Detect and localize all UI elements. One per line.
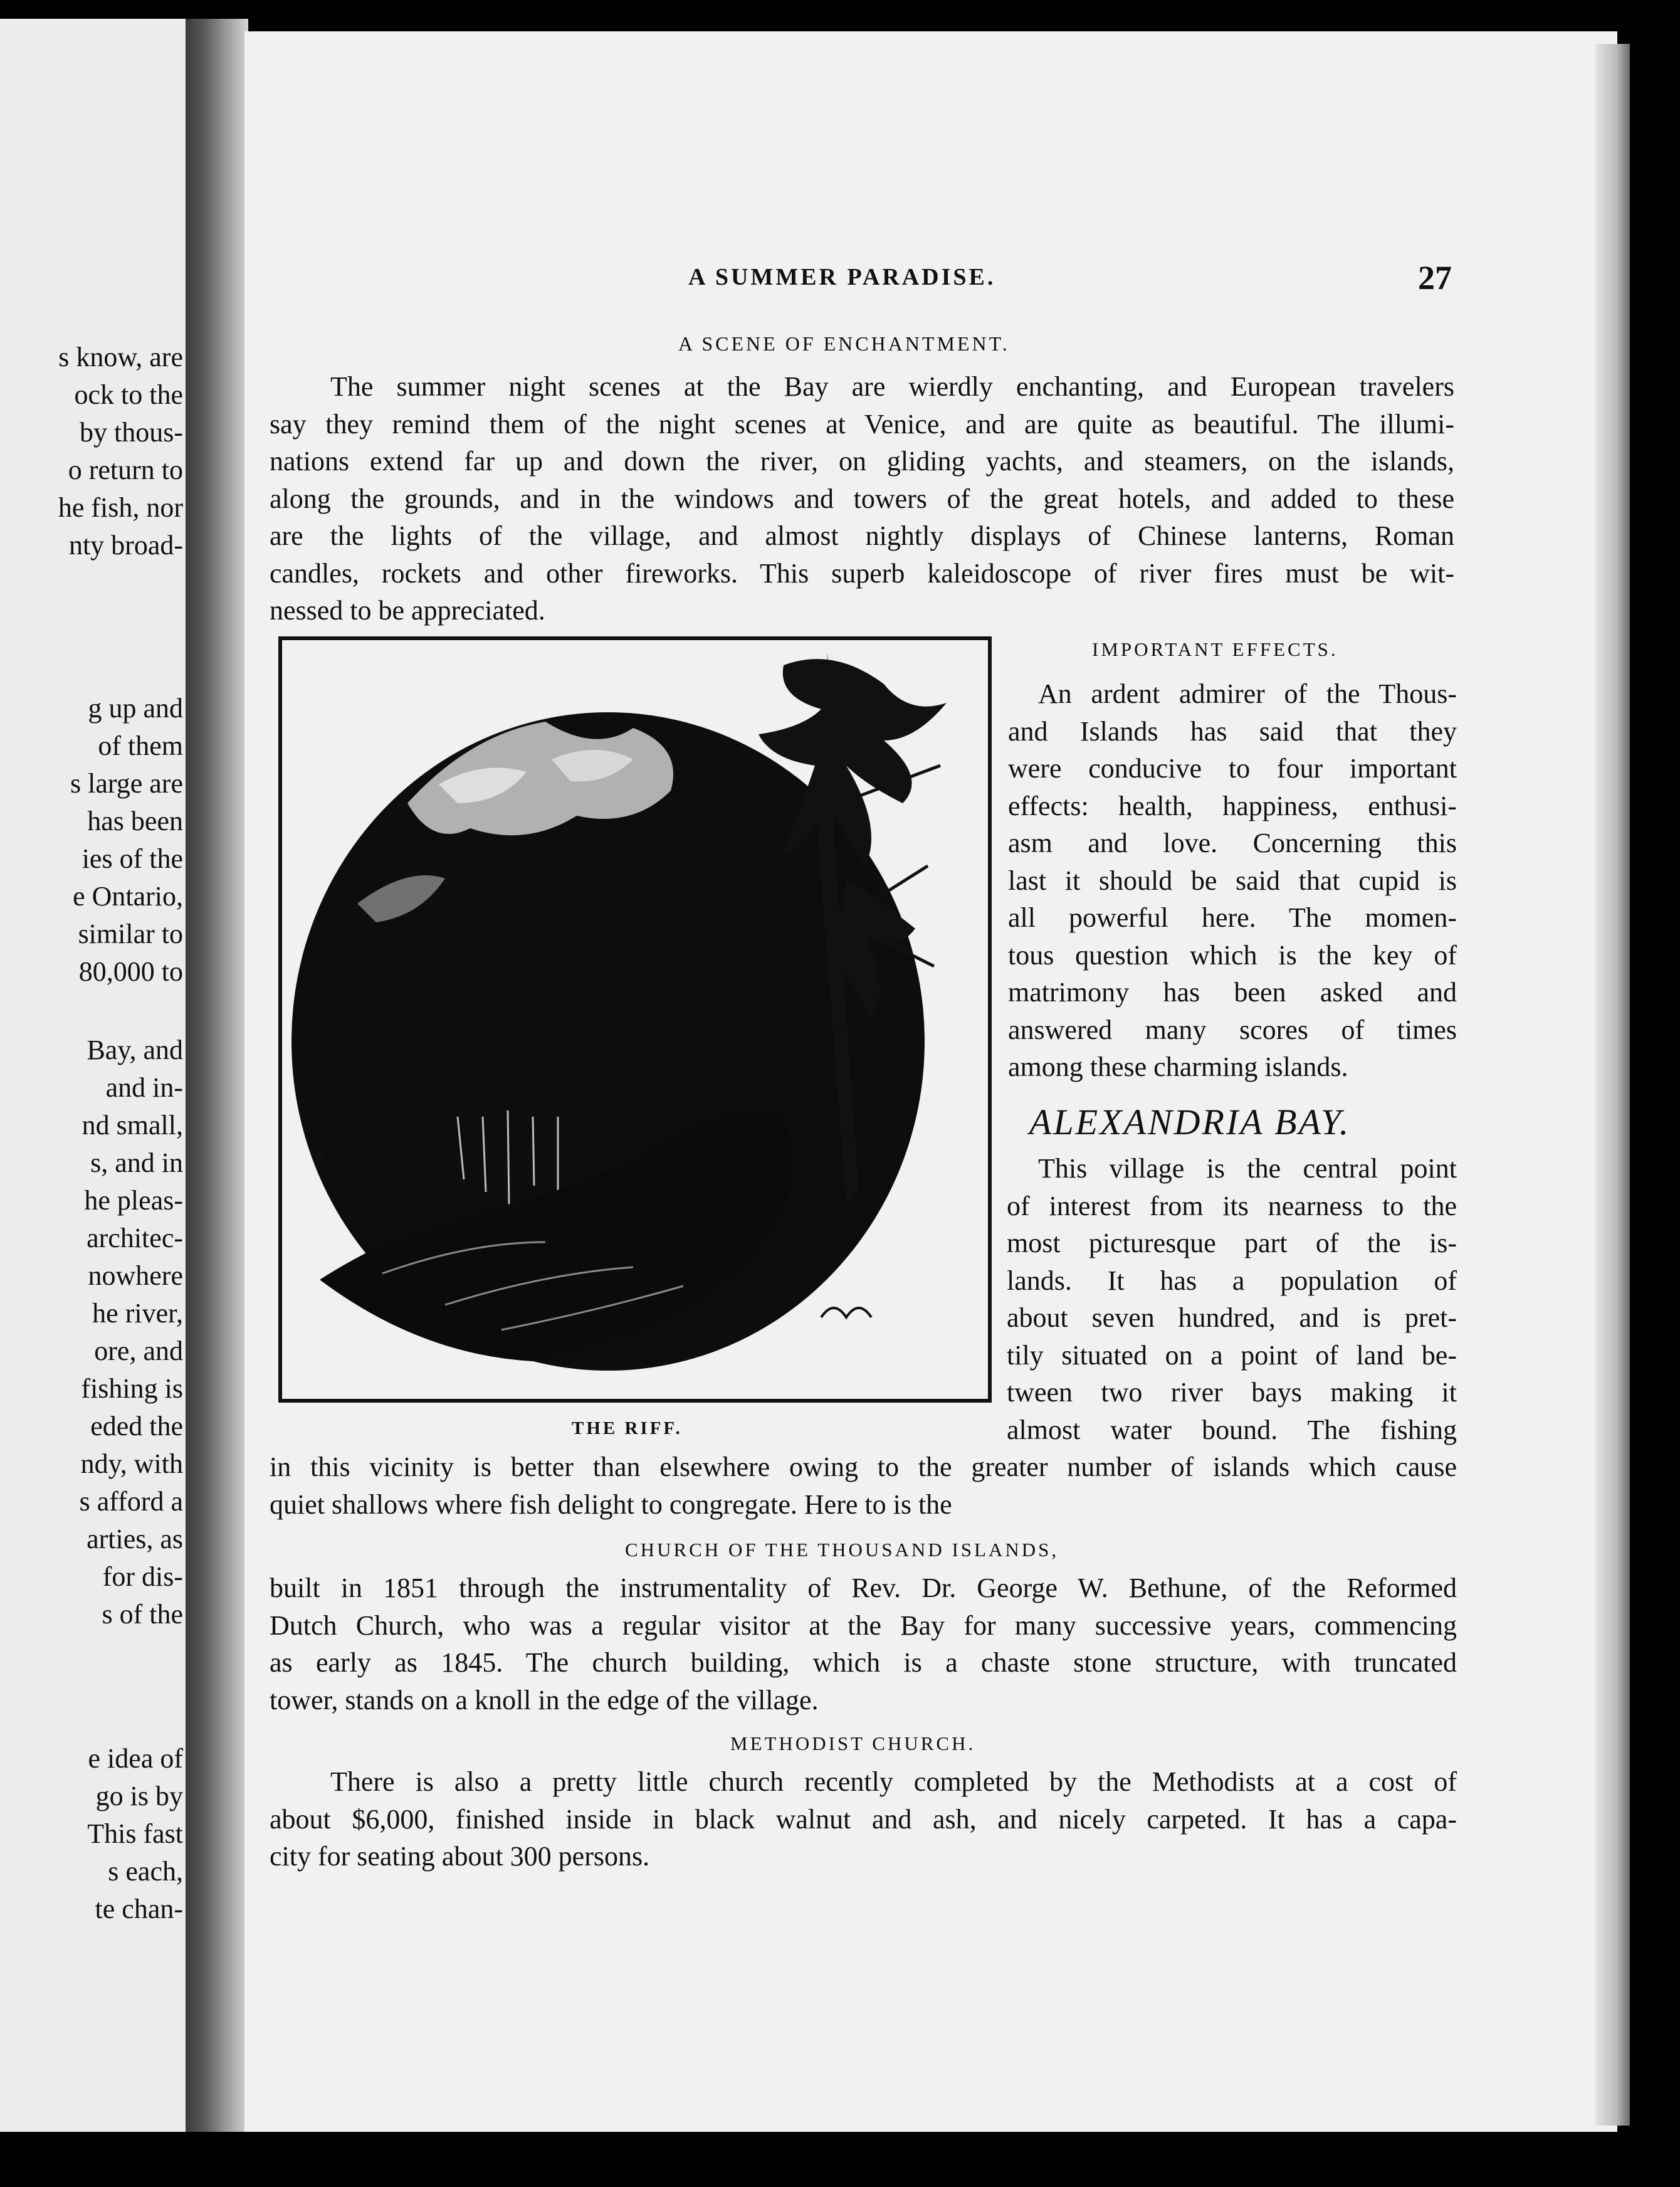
left-fragment: s afford a bbox=[79, 1486, 183, 1517]
left-fragment: arties, as bbox=[87, 1524, 183, 1554]
text-line: about $6,000, finished inside in black walnut and ash, and nicely carpeted. It has a capa- bbox=[270, 1803, 1457, 1835]
river-scene-engraving bbox=[282, 640, 988, 1399]
text-line: are the lights of the village, and almost nightly displays of Chinese lanterns, Roman bbox=[270, 520, 1454, 551]
left-fragment: nty broad- bbox=[68, 530, 183, 561]
section-heading-alexandria-bay: ALEXANDRIA BAY. bbox=[1029, 1102, 1351, 1142]
section-heading-effects: IMPORTANT EFFECTS. bbox=[1092, 638, 1338, 660]
left-fragment: he fish, nor bbox=[58, 492, 183, 523]
left-fragment: architec- bbox=[87, 1223, 183, 1253]
text-line: in this vicinity is better than elsewhere owing to the greater number of islands which cause bbox=[270, 1452, 1457, 1482]
text-line: of interest from its nearness to the bbox=[1007, 1190, 1457, 1221]
section-heading-church-thousand-islands: CHURCH OF THE THOUSAND ISLANDS, bbox=[625, 1539, 1059, 1561]
text-line: tous question which is the key of bbox=[1008, 939, 1457, 971]
text-line: as early as 1845. The church building, which is a chaste stone structure, with truncated bbox=[270, 1647, 1457, 1678]
left-fragment: s each, bbox=[108, 1856, 183, 1887]
left-fragment: ock to the bbox=[74, 379, 183, 410]
left-fragment: for dis- bbox=[102, 1561, 183, 1592]
left-fragment: and in- bbox=[105, 1072, 183, 1103]
left-fragment: s know, are bbox=[58, 342, 183, 372]
left-fragment: Bay, and bbox=[87, 1035, 183, 1065]
text-line: most picturesque part of the is- bbox=[1007, 1228, 1457, 1258]
paragraph-effects bbox=[1008, 675, 1457, 1086]
left-facing-page bbox=[0, 19, 188, 2132]
text-line: were conducive to four important bbox=[1008, 753, 1457, 784]
text-line: almost water bound. The fishing bbox=[1007, 1414, 1457, 1445]
left-fragment: similar to bbox=[78, 919, 183, 949]
paragraph-alexandria-wide bbox=[270, 1448, 1457, 1523]
text-line: The summer night scenes at the Bay are wierdly enchanting, and European travelers bbox=[330, 371, 1454, 402]
text-line: answered many scores of times bbox=[1008, 1014, 1457, 1045]
left-fragment: he pleas- bbox=[84, 1185, 183, 1216]
page-number: 27 bbox=[1418, 259, 1452, 297]
text-line: candles, rockets and other fireworks. This superb kaleidoscope of river fires must be wit- bbox=[270, 557, 1454, 589]
left-fragment: s of the bbox=[102, 1599, 183, 1630]
left-fragment: ore, and bbox=[94, 1336, 183, 1366]
text-line: lands. It has a population of bbox=[1007, 1265, 1457, 1296]
text-line: about seven hundred, and is pret- bbox=[1007, 1302, 1457, 1333]
running-head: A SUMMER PARADISE. bbox=[688, 264, 996, 290]
text-line: last it should be said that cupid is bbox=[1008, 865, 1457, 896]
text-line: city for seating about 300 persons. bbox=[270, 1841, 650, 1872]
illustration-frame bbox=[278, 636, 992, 1403]
left-fragment: e Ontario, bbox=[73, 881, 183, 912]
text-line: built in 1851 through the instrumentality of Rev. Dr. George W. Bethune, of the Reformed bbox=[270, 1573, 1457, 1603]
left-fragment: nowhere bbox=[88, 1260, 183, 1291]
text-line: nations extend far up and down the river, on gliding yachts, and steamers, on the islands, bbox=[270, 446, 1454, 477]
paragraph-alexandria-narrow bbox=[1007, 1150, 1457, 1448]
illustration-caption: THE RIFF. bbox=[572, 1418, 683, 1438]
text-line: effects: health, happiness, enthusi- bbox=[1008, 790, 1457, 821]
text-line: There is also a pretty little church recently completed by the Methodists at a cost of bbox=[330, 1766, 1457, 1797]
text-line: asm and love. Concerning this bbox=[1008, 828, 1457, 858]
paragraph-enchantment bbox=[270, 368, 1454, 630]
text-line: and Islands has said that they bbox=[1008, 715, 1457, 747]
paragraph-methodist bbox=[270, 1763, 1457, 1875]
text-line: This village is the central point bbox=[1038, 1153, 1457, 1184]
left-fragment: has been bbox=[87, 806, 183, 836]
text-line: matrimony has been asked and bbox=[1008, 977, 1457, 1008]
paragraph-church bbox=[270, 1569, 1457, 1719]
left-fragment: nd small, bbox=[81, 1110, 183, 1141]
text-line: An ardent admirer of the Thous- bbox=[1038, 678, 1457, 709]
text-line: tower, stands on a knoll in the edge of the village. bbox=[270, 1684, 819, 1715]
left-fragment: he river, bbox=[92, 1298, 183, 1329]
left-fragment: s, and in bbox=[90, 1147, 183, 1178]
text-line: tily situated on a point of land be- bbox=[1007, 1339, 1457, 1371]
left-fragment: te chan- bbox=[95, 1894, 183, 1924]
left-fragment: This fast bbox=[87, 1818, 183, 1849]
page-edge-shadow bbox=[1595, 44, 1630, 2126]
left-fragment: by thous- bbox=[80, 417, 183, 448]
left-fragment: s large are bbox=[70, 768, 183, 799]
left-fragment: go is by bbox=[95, 1781, 183, 1811]
text-line: say they remind them of the night scenes at Venice, and are quite as beautiful. The illumi- bbox=[270, 408, 1454, 440]
left-fragment: g up and bbox=[88, 693, 183, 724]
left-fragment: of them bbox=[98, 730, 183, 761]
text-line: tween two river bays making it bbox=[1007, 1377, 1457, 1408]
section-heading-methodist-church: METHODIST CHURCH. bbox=[730, 1732, 976, 1754]
left-fragment: o return to bbox=[68, 455, 183, 485]
book-gutter bbox=[186, 19, 248, 2132]
text-line: among these charming islands. bbox=[1008, 1051, 1348, 1082]
left-fragment: e idea of bbox=[88, 1743, 183, 1774]
text-line: all powerful here. The momen- bbox=[1008, 902, 1457, 933]
text-line: along the grounds, and in the windows and towers of the great hotels, and added to these bbox=[270, 483, 1454, 514]
left-fragment: eded the bbox=[90, 1411, 183, 1441]
left-fragment: 80,000 to bbox=[78, 956, 183, 987]
text-line: Dutch Church, who was a regular visitor at the Bay for many successive years, commencing bbox=[270, 1610, 1457, 1641]
left-fragment: ndy, with bbox=[80, 1448, 183, 1479]
text-line: nessed to be appreciated. bbox=[270, 595, 545, 626]
section-heading-enchantment: A SCENE OF ENCHANTMENT. bbox=[678, 332, 1010, 355]
text-line: quiet shallows where fish delight to congregate. Here to is the bbox=[270, 1489, 952, 1520]
left-fragment: ies of the bbox=[81, 843, 183, 874]
left-fragment: fishing is bbox=[81, 1373, 183, 1404]
